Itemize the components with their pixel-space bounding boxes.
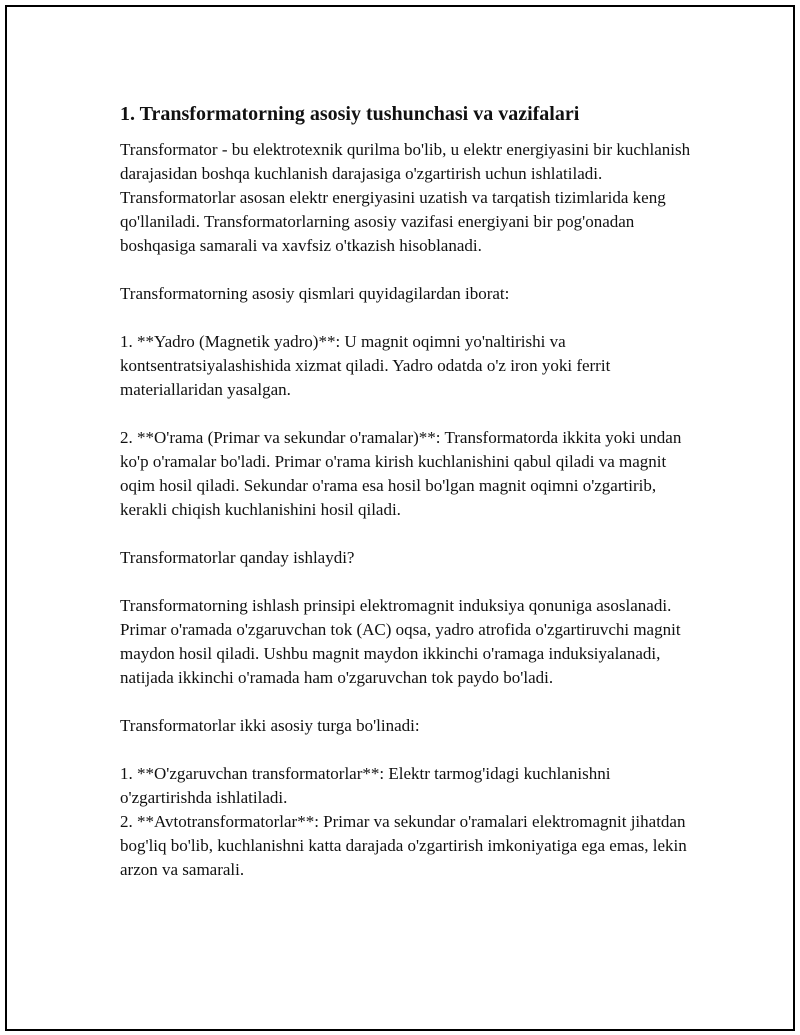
page-frame [5,5,795,1031]
list-item-windings: 2. **O'rama (Primar va sekundar o'ramalar)**: Transformatorda ikkita yoki undan ko'p o'ramalar bo'ladi. Primar o'rama kirish kuchlanishini qabul qiladi va magnit oqim hosil qiladi. Sekundar o'rama esa hosil bo'lgan magnit oqimni o'zgartirib, kerakli chiqish kuchlanishini hosil qiladi. [120,428,682,519]
list-item-variable-transformers: 1. **O'zgaruvchan transformatorlar**: Elektr tarmog'idagi kuchlanishni o'zgartirishda ishlatiladi. [120,764,611,807]
paragraph-parts-intro: Transformatorning asosiy qismlari quyidagilardan iborat: [120,284,510,303]
paragraph-working-principle: Transformatorning ishlash prinsipi elektromagnit induksiya qonuniga asoslanadi. Primar o'ramada o'zgaruvchan tok (AC) oqsa, yadro atrofida o'zgartiruvchi magnit maydon hosil qiladi. Ushbu magnit maydon ikkinchi o'ramaga induksiyalanadi, natijada ikkinchi o'ramada ham o'zgaruvchan tok paydo bo'ladi. [120,596,681,687]
list-item-core: 1. **Yadro (Magnetik yadro)**: U magnit oqimni yo'naltirishi va kontsentratsiyalashishida xizmat qiladi. Yadro odatda o'z iron yoki ferrit materiallaridan yasalgan. [120,332,611,399]
paragraph-definition: Transformator - bu elektrotexnik qurilma bo'lib, u elektr energiyasini bir kuchlanish darajasidan boshqa kuchlanish darajasiga o'zgartirish uchun ishlatiladi. Transformatorlar asosan elektr energiyasini uzatish va tarqatish tizimlarida keng qo'llaniladi. Transformatorlarning asosiy vazifasi energiyani bir pog'onadan boshqasiga samarali va xavfsiz o'tkazish hisoblanadi. [120,140,691,255]
list-item-autotransformers: 2. **Avtotransformatorlar**: Primar va sekundar o'ramalari elektromagnit jihatdan bog'liq bo'lib, kuchlanishni katta darajada o'zgartirish imkoniyatiga ega emas, lekin arzon va samarali. [120,812,687,879]
document-title: 1. Transformatorning asosiy tushunchasi va vazifalari [120,103,580,125]
paragraph-how-it-works-question: Transformatorlar qanday ishlaydi? [120,548,355,567]
paragraph-types-intro: Transformatorlar ikki asosiy turga bo'linadi: [120,716,420,735]
document-body [120,101,700,882]
